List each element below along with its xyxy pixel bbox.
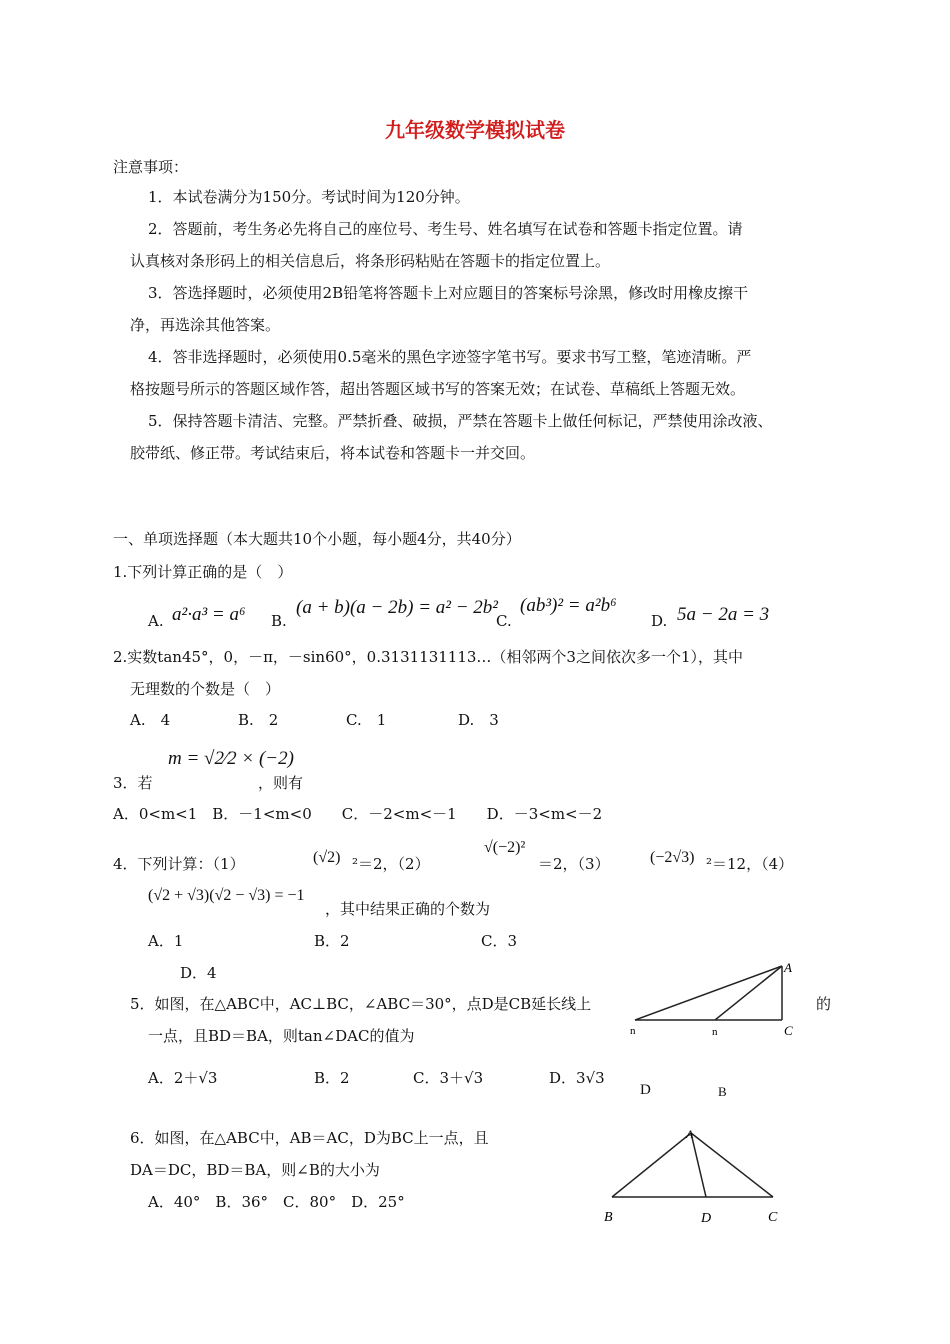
q2-option-a: A. 4 xyxy=(130,711,171,729)
q5-label-c: C xyxy=(784,1023,793,1038)
notice-item: 3．答选择题时，必须使用2B铅笔将答题卡上对应题目的答案标号涂黑，修改时用橡皮擦干 xyxy=(148,284,749,302)
q1-option-d-label: D. xyxy=(651,612,668,630)
question-2-stem: 2.实数tan45°，0，－π，－sin60°，0.3131131113…（相邻两个3之间依次多一个1），其中 xyxy=(113,648,744,666)
question-6-stem: 6．如图，在△ABC中，AB＝AC，D为BC上一点，且 xyxy=(130,1129,489,1147)
question-5-stem-cont: 一点，且BD＝BA，则tan∠DAC的值为 xyxy=(148,1027,415,1045)
question-5-stem: 5．如图，在△ABC中，AC⊥BC，∠ABC＝30°，点D是CB延长线上 xyxy=(130,995,592,1013)
question-4-part: ²＝12，（4） xyxy=(706,855,794,873)
q5-label-b: B xyxy=(718,1084,727,1099)
question-5-stem-tail: 的 xyxy=(816,995,832,1013)
q1-option-b-expr: (a + b)(a − 2b) = a² − 2b² xyxy=(296,597,498,618)
q5-option-a: A．2＋√3 xyxy=(148,1069,218,1087)
question-2-stem-cont: 无理数的个数是（ ） xyxy=(130,680,281,698)
q6-label-a: A xyxy=(686,1127,694,1141)
notice-item: 格按题号所示的答题区域作答，超出答题区域书写的答案无效；在试卷、草稿纸上答题无效。 xyxy=(130,380,746,398)
q4-option-c: C．3 xyxy=(481,932,518,950)
q5-triangle-figure xyxy=(620,955,800,1045)
q4-option-b: B．2 xyxy=(314,932,350,950)
q5-label-a: A xyxy=(784,960,792,975)
notice-item: 胶带纸、修正带。考试结束后，将本试卷和答题卡一并交回。 xyxy=(130,444,536,462)
question-4-part: ＝2，（3） xyxy=(538,855,610,873)
q5-line-ba xyxy=(715,966,782,1020)
q5-option-c: C．3＋√3 xyxy=(413,1069,484,1087)
q6-label-b: B xyxy=(604,1210,613,1225)
q2-option-d: D. 3 xyxy=(458,711,499,729)
q2-option-b: B. 2 xyxy=(238,711,279,729)
q5-label-n2: n xyxy=(712,1026,718,1038)
notice-item: 净，再选涂其他答案。 xyxy=(130,316,281,334)
question-3-prefix: 3．若 xyxy=(113,774,153,792)
notice-item: 2．答题前，考生务必先将自己的座位号、考生号、姓名填写在试卷和答题卡指定位置。请 xyxy=(148,220,743,238)
q4-expr-4: (√2 + √3)(√2 − √3) = −1 xyxy=(148,887,305,904)
question-4-part: ²＝2，（2） xyxy=(352,855,430,873)
q5-option-b: B．2 xyxy=(314,1069,350,1087)
q4-expr-2: √(−2)² xyxy=(484,839,526,856)
notice-item: 5．保持答题卡清洁、完整。严禁折叠、破损，严禁在答题卡上做任何标记，严禁使用涂改液、 xyxy=(148,412,773,430)
notice-item: 认真核对条形码上的相关信息后，将条形码粘贴在答题卡的指定位置上。 xyxy=(130,252,611,270)
notice-heading: 注意事项： xyxy=(113,158,189,176)
q1-option-a-label: A. xyxy=(148,612,164,630)
q4-option-a: A．1 xyxy=(148,932,184,950)
notice-item: 4．答非选择题时，必须使用0.5毫米的黑色字迹签字笔书写。要求书写工整，笔迹清晰。严 xyxy=(148,348,752,366)
q6-options: A．40° B．36° C．80° D．25° xyxy=(148,1193,405,1211)
question-1-stem: 1.下列计算正确的是（ ） xyxy=(113,563,293,581)
section-heading: 一、单项选择题（本大题共10个小题，每小题4分，共40分） xyxy=(113,530,521,548)
question-3-suffix: ，则有 xyxy=(258,774,304,792)
q3-options: A．0<m<1 B．－1<m<0 C．－2<m<－1 D．－3<m<－2 xyxy=(113,805,603,823)
q4-expr-1: (√2) xyxy=(313,849,341,866)
q6-line-ab xyxy=(612,1133,691,1197)
q5-label-n1: n xyxy=(630,1025,636,1037)
q6-label-d: D xyxy=(701,1211,712,1226)
question-4-cont: ，其中结果正确的个数为 xyxy=(325,900,491,918)
q3-formula: m = √2⁄2 × (−2) xyxy=(168,748,294,769)
q6-label-c: C xyxy=(768,1210,778,1225)
q1-option-b-label: B. xyxy=(271,612,287,630)
q1-option-c-expr: (ab³)² = a²b⁶ xyxy=(520,595,617,616)
q1-option-a-expr: a²·a³ = a⁶ xyxy=(172,604,246,625)
q1-option-c-label: C. xyxy=(496,612,512,630)
q6-triangle-figure xyxy=(598,1122,788,1232)
q5-line-da xyxy=(635,966,782,1020)
q4-option-d: D．4 xyxy=(180,964,217,982)
q4-expr-3: (−2√3) xyxy=(650,849,695,866)
q5-label-d: D xyxy=(640,1082,651,1098)
question-4-part: 4．下列计算：（1） xyxy=(113,855,245,873)
exam-title: 九年级数学模拟试卷 xyxy=(385,118,565,142)
q1-option-d-expr: 5a − 2a = 3 xyxy=(677,604,770,625)
q2-option-c: C. 1 xyxy=(346,711,387,729)
question-6-stem-cont: DA＝DC，BD＝BA，则∠B的大小为 xyxy=(130,1161,380,1179)
q5-option-d: D．3√3 xyxy=(549,1069,605,1087)
notice-item: 1．本试卷满分为150分。考试时间为120分钟。 xyxy=(148,188,470,206)
